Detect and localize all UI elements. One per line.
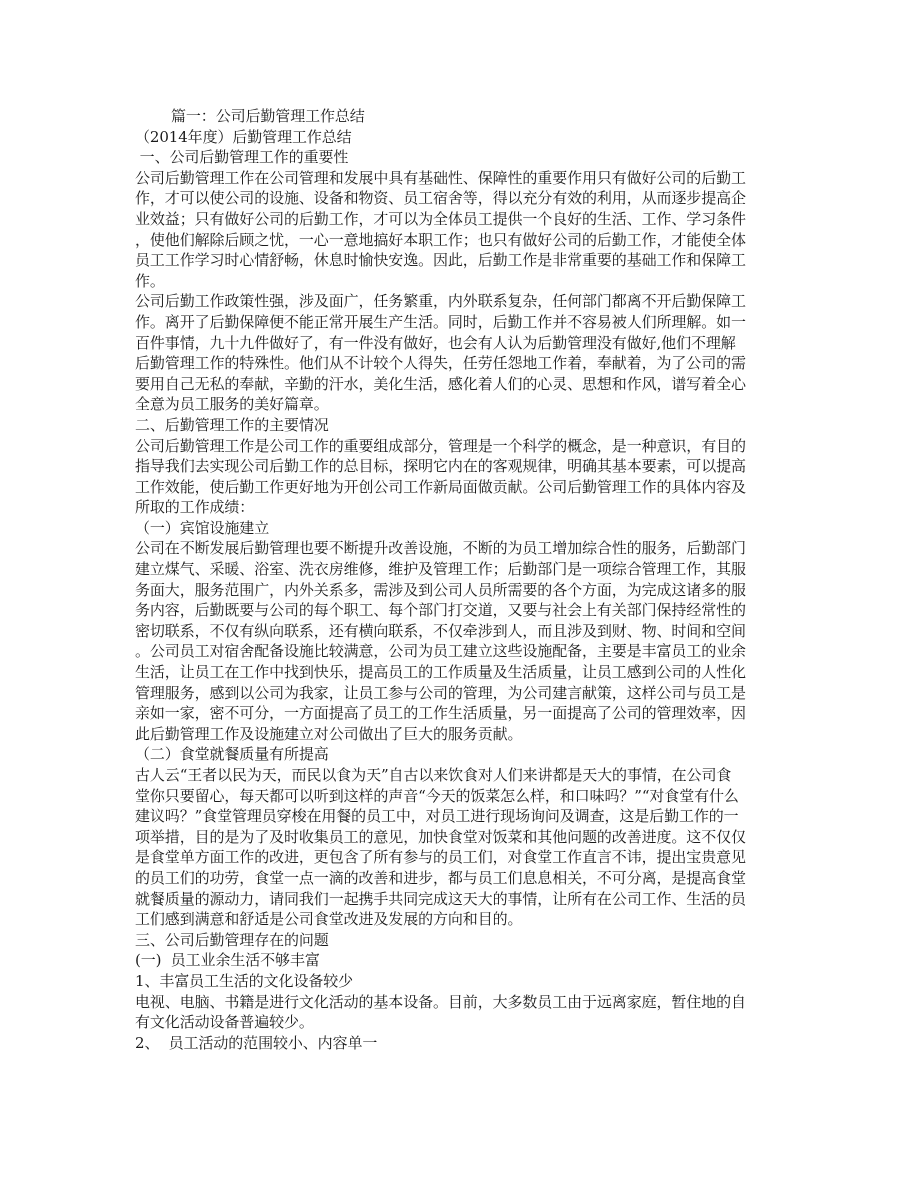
text-line: 管理服务，感到以公司为我家，让员工参与公司的管理，为公司建言献策，这样公司与员工是 <box>135 683 746 702</box>
text-line: 业效益；只有做好公司的后勤工作，才可以为全体员工提供一个良好的生活、工作、学习条件 <box>135 209 746 228</box>
text-line: 此后勤管理工作及设施建立对公司做出了巨大的服务贡献。 <box>135 724 523 743</box>
text-line: （二）食堂就餐质量有所提高 <box>135 745 329 764</box>
text-line: ，使他们解除后顾之忧，一心一意地搞好本职工作；也只有做好公司的后勤工作，才能使全体 <box>135 230 746 249</box>
text-line: 堂你只要留心，每天都可以听到这样的声音“今天的饭菜怎么样，和口味吗？”“对食堂有什么 <box>135 786 739 805</box>
text-line: 就餐质量的源动力，请同我们一起携手共同完成这天大的事情，让所有在公司工作、生活的员 <box>135 889 746 908</box>
text-line: 是食堂单方面工作的改进，更包含了所有参与的员工们，对食堂工作直言不讳，提出宝贵意见 <box>135 848 746 867</box>
text-line: 公司在不断发展后勤管理也要不断提升改善设施，不断的为员工增加综合性的服务，后勤部门 <box>135 539 746 558</box>
text-line: 全意为员工服务的美好篇章。 <box>135 395 329 414</box>
text-line: 公司后勤工作政策性强，涉及面广，任务繁重，内外联系复杂，任何部门都离不开后勤保障工 <box>135 292 746 311</box>
text-line: 要用自己无私的奉献，辛勤的汗水，美化生活，感化着人们的心灵、思想和作风，谱写着全心 <box>135 374 746 393</box>
text-line: 。公司员工对宿舍配备设施比较满意，公司为员工建立这些设施配备，主要是丰富员工的业余 <box>135 642 746 661</box>
document-title: 篇一：公司后勤管理工作总结 <box>171 107 365 125</box>
text-line: 后勤管理工作的特殊性。他们从不计较个人得失，任劳任怨地工作着，奉献着，为了公司的需 <box>135 354 746 373</box>
text-line: 古人云“王者以民为天，而民以食为天”自古以来饮食对人们来讲都是天大的事情，在公司食 <box>135 766 732 784</box>
text-line: 电视、电脑、书籍是进行文化活动的基本设备。目前，大多数员工由于远离家庭，暂住地的自 <box>135 992 746 1011</box>
text-line: 公司后勤管理工作在公司管理和发展中具有基础性、保障性的重要作用只有做好公司的后勤工 <box>135 168 746 187</box>
text-line: 百件事情，九十九件做好了，有一件没有做好，也会有人认为后勤管理没有做好,他们不理解 <box>135 333 736 352</box>
text-line: 项举措，目的是为了及时收集员工的意见，加快食堂对饭菜和其他问题的改善进度。这不仅仅 <box>135 827 746 846</box>
text-line: 公司后勤管理工作是公司工作的重要组成部分，管理是一个科学的概念，是一种意识，有目的 <box>135 436 746 455</box>
text-line: 生活，让员工在工作中找到快乐，提高员工的工作质量及生活质量，让员工感到公司的人性化 <box>135 663 746 682</box>
document-body <box>135 106 795 1053</box>
text-line: （一）宾馆设施建立 <box>135 518 270 537</box>
text-line: （2014年度）后勤管理工作总结 <box>135 127 352 146</box>
text-line: 建议吗？”食堂管理员穿梭在用餐的员工中，对员工进行现场询问及调查，这是后勤工作的一 <box>135 807 739 826</box>
text-line: 建立煤气、采暖、浴室、洗衣房维修，维护及管理工作；后勤部门是一项综合管理工作，其服 <box>135 560 746 579</box>
text-line: 所取的工作成绩： <box>135 498 255 517</box>
text-line: 三、公司后勤管理存在的问题 <box>135 930 329 949</box>
text-line: 作。 <box>135 271 165 290</box>
text-line: 工们感到满意和舒适是公司食堂改进及发展的方向和目的。 <box>135 910 523 929</box>
text-line: 工作效能，使后勤工作更好地为开创公司工作新局面做贡献。公司后勤管理工作的具体内容及 <box>135 477 746 496</box>
document-lines <box>135 127 795 1054</box>
text-line: 指导我们去实现公司后勤工作的总目标，探明它内在的客观规律，明确其基本要素，可以提高 <box>135 457 746 476</box>
text-line: 密切联系，不仅有纵向联系，还有横向联系，不仅牵涉到人，而且涉及到财、物、时间和空间 <box>135 621 746 640</box>
text-line: 作，才可以使公司的设施、设备和物资、员工宿舍等，得以充分有效的利用，从而逐步提高企 <box>135 189 746 208</box>
text-line: 1、丰富员工生活的文化设备较少 <box>135 971 354 990</box>
text-line: 有文化活动设备普遍较少。 <box>135 1013 314 1032</box>
text-line: 二、后勤管理工作的主要情况 <box>135 415 329 434</box>
text-line: 作。离开了后勤保障便不能正常开展生产生活。同时，后勤工作并不容易被人们所理解。如一 <box>135 312 746 331</box>
text-line: 一、公司后勤管理工作的重要性 <box>135 148 349 167</box>
text-line: 务内容，后勤既要与公司的每个职工、每个部门打交道，又要与社会上有关部门保持经常性的 <box>135 601 746 620</box>
text-line: 亲如一家，密不可分，一方面提高了员工的工作生活质量，另一面提高了公司的管理效率，因 <box>135 704 746 723</box>
text-line: 2、 员工活动的范围较小、内容单一 <box>135 1033 378 1052</box>
text-line: (一) 员工业余生活不够丰富 <box>135 951 320 970</box>
text-line: 务面大，服务范围广，内外关系多，需涉及到公司人员所需要的各个方面，为完成这诸多的服 <box>135 580 746 599</box>
text-line: 的员工们的功劳，食堂一点一滴的改善和进步，都与员工们息息相关，不可分离，是提高食堂 <box>135 868 746 887</box>
text-line: 员工工作学习时心情舒畅，休息时愉快安逸。因此，后勤工作是非常重要的基础工作和保障工 <box>135 251 746 270</box>
